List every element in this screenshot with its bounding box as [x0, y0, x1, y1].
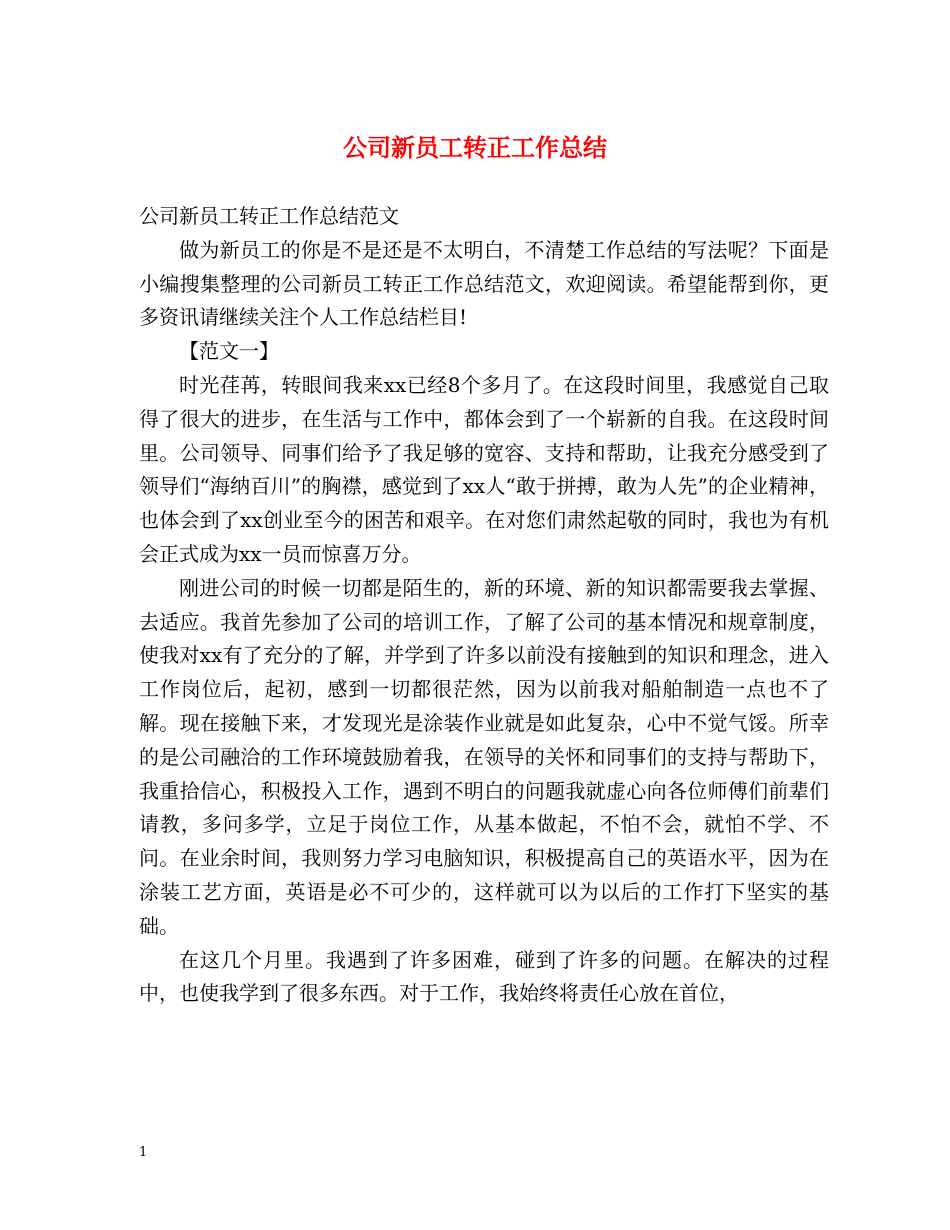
section-heading: 【范文一】 [179, 339, 279, 364]
body-paragraph: 时光荏苒，转眼间我来xx已经8个多月了。在这段时间里，我感觉自己取得了很大的进步，在生活与工作中，都体会到了一个崭新的自我。在这段时间里。公司领导、同事们给予了我足够的宽容、支持和帮助，让我充分感受到了领导们“海纳百川”的胸襟，感觉到了xx人“敢于拼搏，敢为人先”的企业精神，也体会到了xx创业至今的困苦和艰辛。在对您们肃然起敬的同时，我也为有机会正式成为xx一员而惊喜万分。 [139, 372, 829, 566]
body-paragraph: 刚进公司的时候一切都是陌生的，新的环境、新的知识都需要我去掌握、去适应。我首先参加了公司的培训工作，了解了公司的基本情况和规章制度，使我对xx有了充分的了解，并学到了许多以前没有接触到的知识和理念，进入工作岗位后，起初，感到一切都很茫然，因为以前我对船舶制造一点也不了解。现在接触下来，才发现光是涂装作业就是如此复杂，心中不觉气馁。所幸的是公司融洽的工作环境鼓励着我，在领导的关怀和同事们的支持与帮助下，我重拾信心，积极投入工作，遇到不明白的问题我就虚心向各位师傅们前辈们请教，多问多学，立足于岗位工作，从基本做起，不怕不会，就怕不学、不问。在业余时间，我则努力学习电脑知识，积极提高自己的英语水平，因为在涂装工艺方面，英语是必不可少的，这样就可以为以后的工作打下坚实的基础。 [139, 575, 829, 938]
intro-paragraph: 做为新员工的你是不是还是不太明白，不清楚工作总结的写法呢？下面是小编搜集整理的公司新员工转正工作总结范文，欢迎阅读。希望能帮到你，更多资讯请继续关注个人工作总结栏目! [139, 237, 829, 330]
document-title: 公司新员工转正工作总结 [343, 133, 607, 162]
document-subtitle: 公司新员工转正工作总结范文 [139, 204, 399, 228]
page-number: 1 [139, 1145, 148, 1160]
document-body [139, 200, 829, 1011]
body-paragraph: 在这几个月里。我遇到了许多困难，碰到了许多的问题。在解决的过程中，也使我学到了很多东西。对于工作，我始终将责任心放在首位， [139, 947, 829, 1006]
